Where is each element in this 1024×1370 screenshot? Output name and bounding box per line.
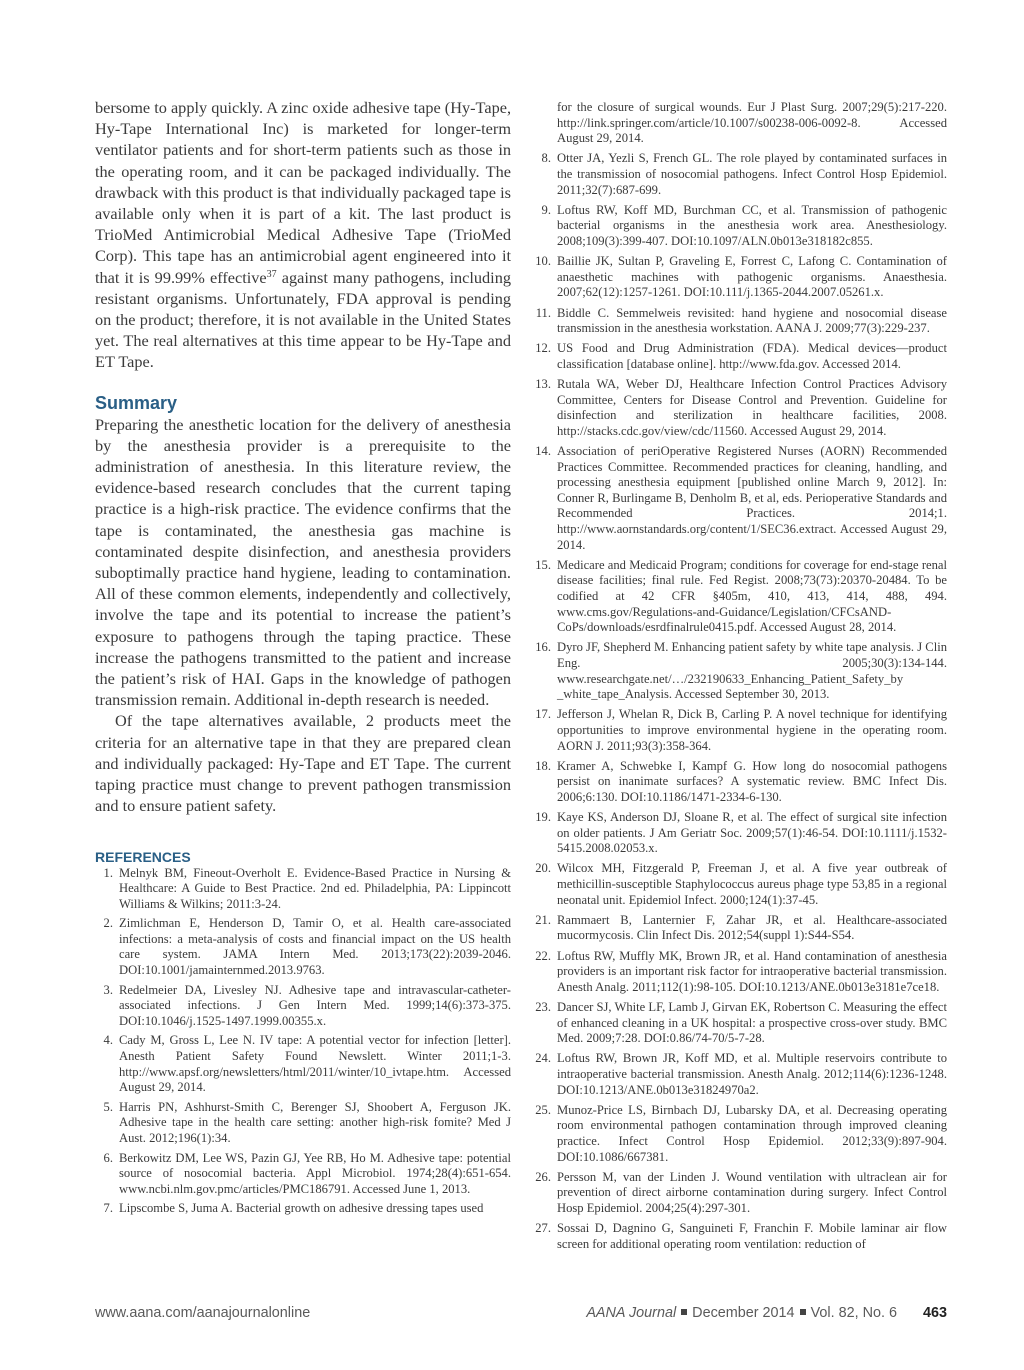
- reference-number: 8.: [541, 151, 551, 166]
- reference-text: Rutala WA, Weber DJ, Healthcare Infection Control Practices Advisory Committee, Centers for Disease Control and Prevention. Guideline for disinfection and sterilization in healthcare facilities, 2008. http://stacks.cdc.gov/view/cdc/11560. Accessed August 29, 2014.: [557, 377, 947, 438]
- reference-text: Loftus RW, Koff MD, Burchman CC, et al. Transmission of pathogenic bacterial organisms in the anesthesia work area. Anesthesiology. 2008;109(3):399-407. DOI:10.1097/ALN.0b013e318182c855.: [557, 202, 947, 248]
- reference-number: 22.: [535, 948, 551, 963]
- reference-item: [530, 151, 947, 198]
- reference-text: Zimlichman E, Henderson D, Tamir O, et al. Health care-associated infections: a meta-analysis of costs and financial impact on the US health care system. JAMA Intern Med. 2013;173(22):2039-2046. DOI:10.1001/jamainternmed.2013.9763.: [119, 916, 511, 978]
- issue-date: December 2014: [692, 1305, 795, 1321]
- journal-name: AANA Journal: [586, 1305, 677, 1321]
- reference-item: [530, 444, 947, 553]
- references-heading: REFERENCES: [95, 848, 191, 865]
- reference-number: 21.: [535, 912, 551, 927]
- reference-number: 15.: [535, 557, 551, 572]
- reference-number: 5.: [103, 1099, 113, 1114]
- reference-item: [530, 640, 947, 702]
- reference-item: [530, 1051, 947, 1098]
- reference-text: Biddle C. Semmelweis revisited: hand hygiene and nosocomial disease transmission in the anesthesia workstation. AANA J. 2009;77(3):229-237.: [557, 305, 947, 336]
- reference-number: 18.: [535, 758, 551, 773]
- reference-item: [530, 1221, 947, 1252]
- reference-item: [530, 759, 947, 806]
- reference-number: 3.: [103, 982, 113, 997]
- reference-item: [530, 1103, 947, 1165]
- footer-citation: [586, 1305, 947, 1321]
- reference-number: 17.: [535, 707, 551, 722]
- journal-url-link[interactable]: www.aana.com/aanajournalonline: [95, 1305, 311, 1321]
- reference-number: 4.: [103, 1033, 113, 1048]
- reference-item: [95, 1151, 511, 1198]
- reference-number: 20.: [535, 861, 551, 876]
- reference-text: Harris PN, Ashhurst-Smith C, Berenger SJ, Shoobert A, Ferguson JK. Adhesive tape in the health care setting: another high-risk fomite? Med J Aust. 2012;196(1):34.: [119, 1099, 511, 1145]
- reference-number: 13.: [535, 377, 551, 392]
- separator-square-icon: [681, 1309, 687, 1315]
- reference-text: Sossai D, Dagnino G, Sanguineti F, Franchin F. Mobile laminar air flow screen for additional operating room ventilation: reduction of: [557, 1221, 947, 1251]
- reference-item: [95, 1201, 511, 1217]
- reference-text: Jefferson J, Whelan R, Dick B, Carling P. A novel technique for identifying opportunities to improve environmental hygiene in the operating room. AORN J. 2011;93(3):358-364.: [557, 707, 947, 753]
- reference-text: Cady M, Gross L, Lee N. IV tape: A potential vector for infection [letter]. Anesth Patient Safety Found Newslett. Winter 2011;1-3. http://www.apsf.org/newsletters/html/2011/winter/10_ivtape.htm. Accessed August 29, 2014.: [119, 1033, 511, 1095]
- reference-text: Dancer SJ, White LF, Lamb J, Girvan EK, Robertson C. Measuring the effect of enhanced cleaning in a UK hospital: a prospective cross-over study. BMC Med. 2009;7:28. DOI:0.86/74-70/5-7-28.: [557, 999, 947, 1046]
- reference-item: [95, 866, 511, 913]
- summary-heading: Summary: [95, 392, 178, 413]
- reference-item: [95, 1100, 511, 1147]
- reference-number: 10.: [535, 254, 551, 269]
- reference-text: Kramer A, Schwebke I, Kampf G. How long do nosocomial pathogens persist on inanimate surfaces? A systematic review. BMC Infect Dis. 2006;6:130. DOI:10.1186/1471-2334-6-130.: [557, 758, 947, 804]
- reference-number: 27.: [535, 1221, 551, 1236]
- reference-item: [530, 949, 947, 996]
- reference-text: Melnyk BM, Fineout-Overholt E. Evidence-Based Practice in Nursing & Healthcare: A Guide to Best Practice. 2nd ed. Philadelphia, PA: Lippincott Williams & Wilkins; 2011:3-24.: [119, 865, 511, 911]
- summary-paragraph-2: Of the tape alternatives available, 2 products meet the criteria for an alternative tape in that they are prepared clean and individually packaged: Hy-Tape and ET Tape. The current taping practice must change to prevent pathogen transmission and to ensure patient safety.: [95, 711, 511, 816]
- reference-text: for the closure of surgical wounds. Eur J Plast Surg. 2007;29(5):217-220. http://link.springer.com/article/10.1007/s00238-006-0092-8. Accessed August 29, 2014.: [557, 100, 947, 146]
- reference-number: 9.: [541, 202, 551, 217]
- reference-item: [530, 558, 947, 636]
- reference-text: Lipscombe S, Juma A. Bacterial growth on adhesive dressing tapes used: [119, 1201, 484, 1216]
- reference-text: Baillie JK, Sultan P, Graveling E, Forrest C, Lafong C. Contamination of anaesthetic machines with pathogenic organisms. Anaesthesia. 2007;62(12):1257-1261. DOI:10.111/j.1365-2044.2007.05261.x.: [557, 254, 947, 300]
- reference-number: 16.: [535, 640, 551, 655]
- reference-number: 26.: [535, 1169, 551, 1184]
- summary-paragraph-1: Preparing the anesthetic location for the delivery of anesthesia by the anesthesia provider is a prerequisite to the administration of anesthesia. In this literature review, the evidence-based research concludes that the current taping practice is a high-risk practice. The evidence confirms that the tape is contaminated, the anesthesia gas machine is contaminated despite disinfection, and anesthesia providers suboptimally practice hand hygiene, leading to contamination. All of these common elements, independently and collectively, involve the tape and its potential to increase the patient’s exposure to pathogens through the taping practice. These increase the pathogens transmitted to the patient and increase the patient’s risk of HAI. Gaps in the knowledge of pathogen transmission remain. Additional in-depth research is needed.: [95, 414, 511, 710]
- reference-text: Kaye KS, Anderson DJ, Sloane R, et al. The effect of surgical site infection on older patients. J Am Geriatr Soc. 2009;57(1):46-54. DOI:10.1111/j.1532-5415.2008.02053.x.: [557, 810, 947, 856]
- reference-item: [530, 707, 947, 754]
- reference-item: [530, 861, 947, 908]
- reference-number: 2.: [103, 916, 113, 931]
- reference-number: 14.: [535, 444, 551, 459]
- reference-number: 6.: [103, 1150, 113, 1165]
- reference-text: Munoz-Price LS, Birnbach DJ, Lubarsky DA, et al. Decreasing operating room environmental pathogen contamination through improved cleaning practice. Infect Control Hosp Epidemiol. 2012;33(9):897-904. DOI:10.1086/667381.: [557, 1102, 947, 1164]
- reference-text: Redelmeier DA, Livesley NJ. Adhesive tape and intravascular-catheter-associated infections. J Gen Intern Med. 1999;14(6):373-375. DOI:10.1046/j.1525-1497.1999.00355.x.: [119, 982, 511, 1028]
- reference-number: 7.: [103, 1201, 113, 1216]
- reference-text: Dyro JF, Shepherd M. Enhancing patient safety by white tape analysis. J Clin Eng. 2005;30(3):134-144. www.researchgate.net/…/232190633_Enhancing_Patient_Safety_by _white_tape_Analysis. Accessed September 30, 2013.: [557, 640, 947, 702]
- reference-text: Association of periOperative Registered Nurses (AORN) Recommended Practices Committee. Recommended practices for cleaning, handling, and processing anesthesia equipment [published online March 9, 2012]. In: Conner R, Burlingame B, Denholm B, et al, eds. Perioperative Standards and Recommended Practices. 2014;1. http://www.aornstandards.org/content/1/SEC36.extract. Accessed August 29, 2014.: [557, 444, 947, 552]
- reference-number: 23.: [535, 999, 551, 1014]
- reference-number: 24.: [535, 1051, 551, 1066]
- separator-square-icon: [800, 1309, 806, 1315]
- reference-item: [95, 916, 511, 978]
- reference-text: Berkowitz DM, Lee WS, Pazin GJ, Yee RB, Ho M. Adhesive tape: potential source of nosocomial bacteria. Appl Microbiol. 1974;28(4):651-654. www.ncbi.nlm.gov.pmc/articles/PMC186791. Accessed June 1, 2013.: [119, 1150, 511, 1196]
- references-list-right: [530, 100, 947, 1257]
- citation-superscript: 37: [266, 268, 277, 280]
- page-footer: [95, 1305, 947, 1325]
- reference-text: Otter JA, Yezli S, French GL. The role played by contaminated surfaces in the transmission of nosocomial pathogens. Infect Control Hosp Epidemiol. 2011;32(7):687-699.: [557, 151, 947, 197]
- reference-item: [530, 1170, 947, 1217]
- page-number: 463: [922, 1305, 947, 1321]
- reference-number: 12.: [535, 341, 551, 356]
- reference-number: 1.: [103, 865, 113, 880]
- reference-number: 25.: [535, 1102, 551, 1117]
- reference-number: 19.: [535, 810, 551, 825]
- reference-item: [530, 1000, 947, 1047]
- reference-text: Medicare and Medicaid Program; conditions for coverage for end-stage renal disease facilities; final rule. Fed Regist. 2008;73(73):20370-20484. To be codified at 42 CFR §405m, 410, 413, 414, 488, 494. www.cms.gov/Regulations-and-Guidance/Legislation/CFCsAND-CoPs/downloads/esrdfinalrule0415.pdf. Accessed August 28, 2014.: [557, 557, 947, 635]
- reference-item: [530, 254, 947, 301]
- reference-text: Persson M, van der Linden J. Wound ventilation with ultraclean air for prevention of direct airborne contamination during surgery. Infect Control Hosp Epidemiol. 2004;25(4):297-301.: [557, 1169, 947, 1215]
- reference-item: [530, 377, 947, 439]
- reference-item: [530, 100, 947, 147]
- reference-item: [530, 203, 947, 250]
- left-column: [95, 97, 511, 1221]
- volume-number: Vol. 82, No. 6: [810, 1305, 897, 1321]
- reference-text: Wilcox MH, Fitzgerald P, Freeman J, et al. A five year outbreak of methicillin-susceptible Staphylococcus aureus phage type 53,85 in a regional neonatal unit. Epidemiol Infect. 2000;124(1):37-45.: [557, 861, 947, 907]
- reference-text: Loftus RW, Muffly MK, Brown JR, et al. Hand contamination of anesthesia providers is an important risk factor for intraoperative bacterial transmission. Anesth Analg. 2011;112(1):98-105. DOI:10.1213/ANE.0b013e3181e7ce18.: [557, 948, 947, 994]
- reference-text: Loftus RW, Brown JR, Koff MD, et al. Multiple reservoirs contribute to intraoperative bacterial transmission. Anesth Analg. 2012;114(6):1236-1248. DOI:10.1213/ANE.0b013e31824970a2.: [557, 1051, 947, 1097]
- reference-number: 11.: [535, 305, 551, 320]
- references-list-left: [95, 866, 511, 1217]
- intro-paragraph: bersome to apply quickly. A zinc oxide adhesive tape (Hy-Tape, Hy-Tape International Inc) is marketed for longer-term ventilator patients and for short-term patients such as those in the operating room, and it can be packaged individually. The drawback with this product is that individually packaged tape is available only when it is part of a kit. The last product is TrioMed Antimicrobial Medical Adhesive Tape (TrioMed Corp). This tape has an antimicrobial agent engineered into it that it is 99.99% effective$^{37}$ against many pathogens, including resistant organisms. Unfortunately, FDA approval is pending on the product; therefore, it is not available in the United States yet. The real alternatives at this time appear to be Hy-Tape and ET Tape.: [95, 98, 512, 372]
- reference-item: [530, 810, 947, 857]
- reference-item: [95, 983, 511, 1030]
- reference-item: [530, 306, 947, 337]
- reference-text: Rammaert B, Lanternier F, Zahar JR, et al. Healthcare-associated mucormycosis. Clin Infect Dis. 2012;54(suppl 1):S44-S54.: [557, 912, 947, 943]
- reference-item: [95, 1033, 511, 1095]
- reference-item: [530, 341, 947, 372]
- reference-text: US Food and Drug Administration (FDA). Medical devices—product classification [database online]. http://www.fda.gov. Accessed 2014.: [557, 341, 947, 371]
- reference-item: [530, 913, 947, 944]
